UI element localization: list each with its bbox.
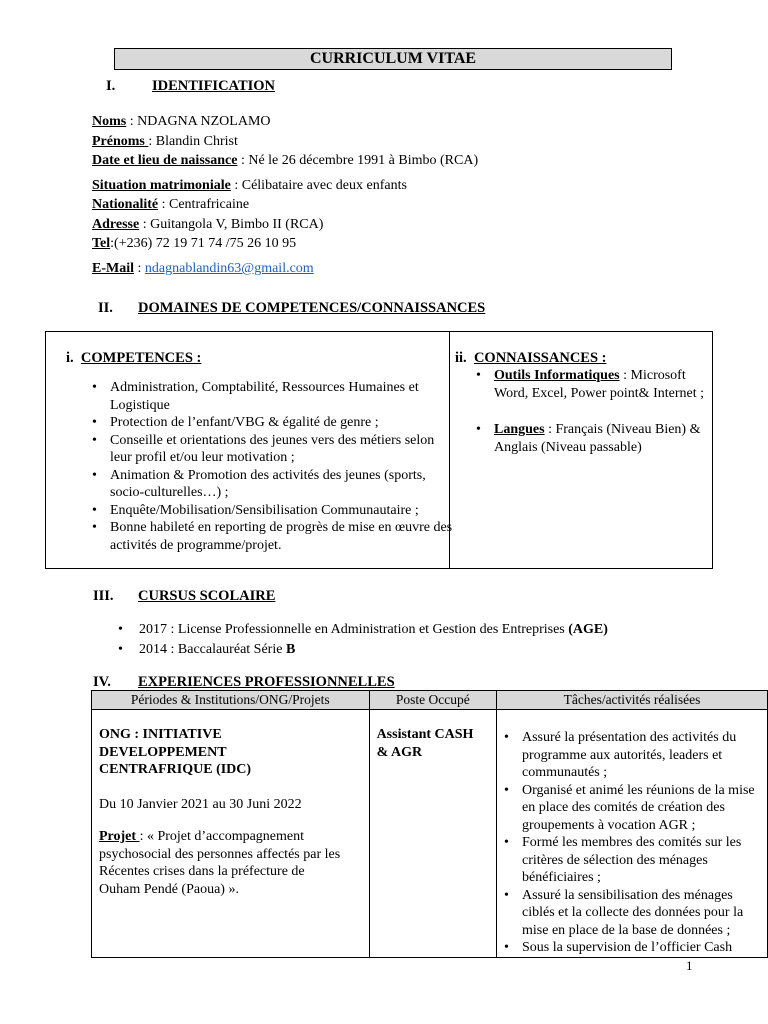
section-heading-experiences xyxy=(93,673,395,691)
competence-item: • Protection de l’enfant/VBG & égalité de genre ; xyxy=(90,414,456,432)
section-number: III. xyxy=(93,588,114,604)
competence-item: • Conseille et orientations des jeunes vers des métiers selon leur profil et/ou leur motivation ; xyxy=(90,432,456,467)
table-cell-taches xyxy=(497,710,768,958)
column-header: Poste Occupé xyxy=(369,691,496,710)
connaissances-title xyxy=(455,349,606,367)
project-description-cont: Récentes crises dans la préfecture de Ouham Pendé (Paoua) ». xyxy=(99,864,305,897)
column-header: Périodes & Institutions/ONG/Projets xyxy=(92,691,370,710)
field-nationalite xyxy=(92,196,249,214)
field-value: : Né le 26 décembre 1991 à Bimbo (RCA) xyxy=(237,153,479,168)
section-heading-cursus xyxy=(93,587,275,605)
field-adresse xyxy=(92,216,323,234)
item-value: : Français (Niveau Bien) & Anglais (Niveau passable) xyxy=(494,422,701,455)
field-date-naissance xyxy=(92,152,478,170)
competence-item: • Enquête/Mobilisation/Sensibilisation Communautaire ; xyxy=(90,502,456,520)
task-item: • Sous la supervision de l’officier Cash xyxy=(502,939,767,957)
section-heading-identification xyxy=(106,77,275,95)
email-link[interactable]: ndagnablandin63@gmail.com xyxy=(144,261,314,276)
competence-item: • Administration, Comptabilité, Ressources Humaines et Logistique xyxy=(90,379,456,414)
task-item: • Organisé et animé les réunions de la mise en place des comités de création des groupements à vocation AGR ; xyxy=(502,782,767,835)
item-emphasis: (AGE) xyxy=(568,622,608,637)
subsection-number: i. xyxy=(66,350,74,366)
item-label: Outils Informatiques xyxy=(494,368,620,383)
item-label: Langues xyxy=(494,422,545,437)
list-item xyxy=(474,367,704,402)
field-separator: : xyxy=(134,261,145,276)
section-heading-competences xyxy=(98,299,485,317)
competence-item: • Animation & Promotion des activités des jeunes (sports, socio-culturelles…) ; xyxy=(90,467,456,502)
page-number: 1 xyxy=(686,958,693,973)
experiences-table xyxy=(91,690,768,958)
item-value: : Microsoft Word, Excel, Power point& Internet ; xyxy=(494,368,704,401)
field-label: Adresse xyxy=(92,217,140,232)
field-value: : Blandin Christ xyxy=(148,134,238,149)
subsection-label: CONNAISSANCES : xyxy=(473,350,607,366)
list-item xyxy=(474,421,704,456)
section-label: IDENTIFICATION xyxy=(152,78,276,94)
field-value: : Guitangola V, Bimbo II (RCA) xyxy=(139,217,324,232)
table-cell-institution xyxy=(92,710,370,958)
table-header-row xyxy=(92,691,768,710)
list-item xyxy=(116,621,756,639)
competences-list xyxy=(90,379,456,554)
task-item: • Assuré la présentation des activités du programme aux autorités, leaders et communautés ; xyxy=(502,729,767,782)
project-label: Projet xyxy=(99,829,140,844)
field-noms xyxy=(92,113,271,131)
poste: Assistant CASH & AGR xyxy=(376,727,474,760)
project-description xyxy=(92,813,369,863)
competences-title xyxy=(66,349,201,367)
subsection-number: ii. xyxy=(455,350,467,366)
table-cell-poste xyxy=(369,710,496,958)
section-label: EXPERIENCES PROFESSIONNELLES xyxy=(138,674,395,690)
cursus-list xyxy=(116,621,756,658)
period: Du 10 Janvier 2021 au 30 Juni 2022 xyxy=(99,796,302,812)
organisation-name: ONG : INITIATIVE DEVELOPPEMENT CENTRAFRIQUE (IDC) xyxy=(99,727,252,777)
field-value: :(+236) 72 19 71 74 /75 26 10 95 xyxy=(110,236,297,251)
field-prenoms xyxy=(92,133,238,151)
field-value: : Centrafricaine xyxy=(158,197,250,212)
section-label: DOMAINES DE COMPETENCES/CONNAISSANCES xyxy=(138,300,486,316)
field-label: E-Mail xyxy=(92,261,134,276)
field-label: Date et lieu de naissance xyxy=(92,153,238,168)
table-row xyxy=(92,710,768,958)
field-label: Prénoms xyxy=(92,134,149,149)
field-situation xyxy=(92,177,407,195)
field-label: Noms xyxy=(92,114,127,129)
field-email xyxy=(92,260,314,278)
section-label: CURSUS SCOLAIRE xyxy=(138,588,276,604)
project-value: : « Projet d’accompagnement psychosocial des personnes affectés par les xyxy=(99,829,341,862)
section-number: II. xyxy=(98,300,113,316)
task-item: • Assuré la sensibilisation des ménages ciblés et la collecte des données pour la mise en place de la base de données ; xyxy=(502,887,767,940)
field-label: Situation matrimoniale xyxy=(92,178,231,193)
field-label: Tel xyxy=(92,236,111,251)
item-emphasis: B xyxy=(285,641,296,657)
item-text: 2014 : Baccalauréat Série xyxy=(139,641,286,657)
field-value: : Célibataire avec deux enfants xyxy=(230,178,407,193)
column-header: Tâches/activités réalisées xyxy=(497,691,768,710)
subsection-label: COMPETENCES : xyxy=(80,350,202,366)
field-value: : NDAGNA NZOLAMO xyxy=(126,114,271,129)
item-text: 2017 : License Professionnelle en Administration et Gestion des Entreprises xyxy=(139,622,569,637)
field-label: Nationalité xyxy=(92,197,159,212)
task-item: • Formé les membres des comités sur les critères de sélection des ménages bénéficiaires ; xyxy=(502,834,767,887)
list-item xyxy=(116,641,756,659)
competence-item: • Bonne habileté en reporting de progrès de mise en œuvre des activités de programme/projet. xyxy=(90,519,456,554)
page-title: CURRICULUM VITAE xyxy=(114,48,672,70)
connaissances-list xyxy=(474,367,704,456)
section-number: IV. xyxy=(93,674,111,690)
field-tel xyxy=(92,235,296,253)
tasks-list xyxy=(497,710,767,957)
section-number: I. xyxy=(106,78,116,94)
